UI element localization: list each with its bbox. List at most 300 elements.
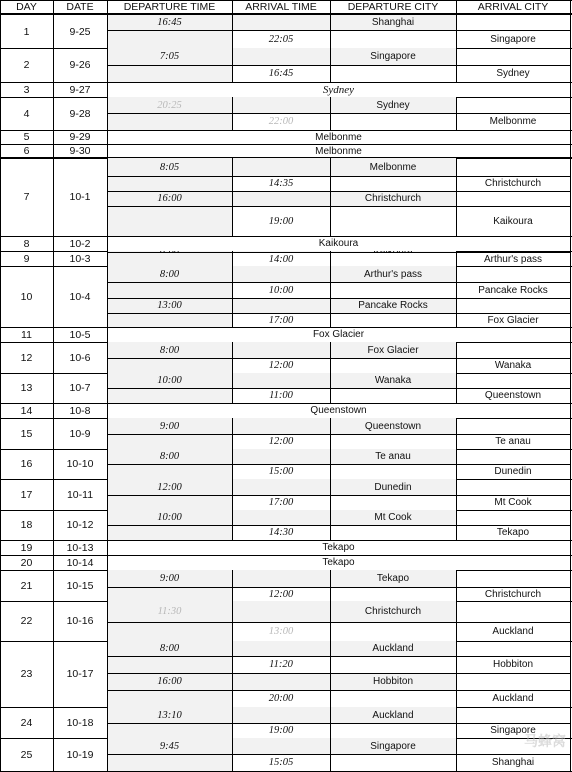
- leg-subrow-divider: [107, 252, 570, 253]
- column-divider: [232, 14, 233, 48]
- leg-subrow-divider: [107, 754, 570, 755]
- arrival-time-blank: [232, 97, 330, 113]
- column-divider: [232, 641, 233, 707]
- day-date: 10-15: [66, 579, 94, 592]
- departure-time-blank: [107, 690, 232, 707]
- departure-time-blank: [107, 176, 232, 191]
- column-divider: [330, 707, 331, 738]
- column-divider: [232, 266, 233, 327]
- arrival-city-blank: [456, 641, 570, 656]
- departure-city: Mt Cook: [330, 510, 456, 525]
- leg-subrow-divider: [107, 176, 570, 177]
- departure-time-blank: [107, 252, 232, 266]
- table-right-border: [570, 0, 571, 771]
- arrival-city-blank: [456, 48, 570, 65]
- departure-city: Fox Glacier: [330, 342, 456, 358]
- departure-time-blank: [107, 656, 232, 673]
- arrival-time: 22:00: [268, 116, 294, 127]
- column-divider: [330, 251, 331, 266]
- arrival-time: 14:30: [268, 527, 294, 538]
- column-divider: [456, 510, 457, 540]
- arrival-city-blank: [456, 373, 570, 388]
- day-number: 16: [20, 458, 33, 470]
- departure-city-blank: [330, 656, 456, 673]
- column-divider: [330, 0, 331, 14]
- departure-time: 11:30: [107, 601, 232, 622]
- arrival-time-blank: [232, 738, 330, 754]
- arrival-city: Mt Cook: [494, 497, 532, 508]
- arrival-city: Shanghai: [491, 757, 535, 768]
- arrival-city: Hobbiton: [492, 659, 534, 670]
- leg-subrow-divider: [107, 690, 570, 691]
- day-header: DAY: [16, 1, 37, 13]
- rest-day-location: Queenstown: [310, 405, 367, 416]
- column-divider: [456, 373, 457, 403]
- leg-subrow-divider: [107, 525, 570, 526]
- departure-city: Singapore: [330, 738, 456, 754]
- arrival-time: 15:05: [268, 757, 294, 768]
- arrival-time-blank: [232, 298, 330, 313]
- departure-time-blank: [107, 282, 232, 298]
- arrival-time-blank: [232, 373, 330, 388]
- column-divider: [330, 601, 331, 641]
- arrival-city-blank: [456, 673, 570, 690]
- column-divider: [456, 97, 457, 130]
- column-divider: [456, 0, 457, 14]
- arrival-time-blank: [232, 418, 330, 434]
- column-divider: [232, 601, 233, 641]
- arrival-time-blank: [232, 641, 330, 656]
- arrival-time-blank: [232, 479, 330, 495]
- rest-day-location: Tekapo: [322, 542, 355, 553]
- rest-day-location: Tekapo: [322, 557, 355, 568]
- column-divider: [456, 570, 457, 601]
- departure-time: 10:00: [107, 510, 232, 525]
- departure-time-blank: [107, 434, 232, 449]
- departure-city-blank: [330, 113, 456, 130]
- day-number: 23: [20, 668, 33, 680]
- departure-time-blank: [107, 113, 232, 130]
- day-number: 21: [20, 579, 33, 592]
- arrival-city: Dunedin: [494, 466, 532, 477]
- day-number: 15: [20, 427, 33, 440]
- column-divider: [330, 266, 331, 327]
- leg-subrow-divider: [107, 464, 570, 465]
- day-date: 9-26: [69, 59, 91, 71]
- arrival-time-blank: [232, 570, 330, 587]
- arrival-city-blank: [456, 601, 570, 622]
- day-date: 10-14: [66, 556, 94, 569]
- departure-city-blank: [330, 464, 456, 479]
- day-number: 24: [20, 716, 33, 729]
- arrival-time-blank: [232, 449, 330, 464]
- arrival-time-blank: [232, 158, 330, 176]
- departure-time-blank: [107, 65, 232, 82]
- departure-city-blank: [330, 525, 456, 540]
- day-number: 17: [20, 488, 33, 501]
- column-divider: [107, 0, 108, 771]
- departure-city-header: DEPARTURE CITY: [347, 1, 439, 13]
- column-divider: [232, 342, 233, 373]
- leg-subrow-divider: [107, 434, 570, 435]
- arrival-city: Auckland: [492, 626, 534, 637]
- arrival-time: 12:00: [268, 436, 294, 447]
- column-divider: [232, 449, 233, 479]
- column-divider: [232, 0, 233, 14]
- day-number: 10: [20, 290, 33, 303]
- column-divider: [232, 158, 233, 236]
- arrival-time: 12:00: [268, 588, 294, 600]
- arrival-time: 15:00: [268, 466, 294, 477]
- arrival-time: 14:35: [268, 178, 294, 189]
- departure-time: 9:45: [107, 738, 232, 754]
- day-date: 9-30: [69, 145, 91, 157]
- leg-subrow-divider: [107, 113, 570, 114]
- column-divider: [232, 97, 233, 130]
- leg-subrow-divider: [107, 282, 570, 283]
- column-divider: [456, 14, 457, 48]
- column-divider: [456, 601, 457, 641]
- departure-city-blank: [330, 388, 456, 403]
- column-divider: [330, 738, 331, 771]
- departure-city: Christchurch: [330, 191, 456, 206]
- day-number: 6: [23, 145, 30, 157]
- day-date: 10-16: [66, 615, 94, 627]
- column-divider: [232, 479, 233, 510]
- day-date: 10-3: [69, 252, 91, 265]
- day-date: 10-18: [66, 716, 94, 729]
- arrival-time-blank: [232, 342, 330, 358]
- leg-subrow-divider: [107, 206, 570, 207]
- departure-city: Melbonme: [330, 158, 456, 176]
- day-date: 10-5: [69, 328, 91, 341]
- arrival-city: Singapore: [490, 725, 536, 736]
- departure-city-blank: [330, 313, 456, 327]
- column-divider: [456, 266, 457, 327]
- arrival-time-header: ARRIVAL TIME: [245, 1, 317, 13]
- departure-city: Queenstown: [330, 418, 456, 434]
- arrival-time-blank: [232, 601, 330, 622]
- departure-time: 9:00: [107, 570, 232, 587]
- arrival-time: 19:00: [268, 725, 294, 736]
- departure-time: 16:00: [107, 673, 232, 690]
- column-divider: [330, 510, 331, 540]
- arrival-time: 22:05: [268, 33, 294, 45]
- column-divider: [330, 342, 331, 373]
- arrival-time-blank: [232, 707, 330, 723]
- leg-divider: [107, 191, 570, 192]
- arrival-city-blank: [456, 298, 570, 313]
- departure-city-blank: [330, 723, 456, 738]
- departure-time: 16:45: [107, 15, 232, 30]
- column-divider: [330, 449, 331, 479]
- arrival-city-blank: [456, 97, 570, 113]
- arrival-time: 10:00: [268, 284, 294, 296]
- departure-time-blank: [107, 464, 232, 479]
- departure-city-blank: [330, 65, 456, 82]
- departure-time: 13:10: [107, 707, 232, 723]
- departure-time-blank: [107, 206, 232, 236]
- arrival-city: Queenstown: [484, 390, 542, 401]
- column-divider: [456, 479, 457, 510]
- column-divider: [330, 14, 331, 48]
- day-number: 20: [20, 556, 33, 569]
- day-date: 9-29: [69, 131, 91, 143]
- column-divider: [232, 738, 233, 771]
- day-date: 10-9: [69, 427, 91, 440]
- leg-subrow-divider: [107, 622, 570, 623]
- arrival-time-blank: [232, 510, 330, 525]
- arrival-time-blank: [232, 266, 330, 282]
- column-divider: [330, 97, 331, 130]
- departure-time: 20:25: [107, 97, 232, 113]
- departure-city-blank: [330, 358, 456, 373]
- arrival-time-blank: [232, 15, 330, 30]
- day-date: 10-10: [66, 458, 94, 470]
- departure-time-blank: [107, 622, 232, 641]
- arrival-time: 14:00: [268, 253, 294, 265]
- arrival-city: Arthur's pass: [483, 253, 543, 265]
- departure-city-blank: [330, 206, 456, 236]
- departure-time-blank: [107, 313, 232, 327]
- column-divider: [330, 373, 331, 403]
- arrival-city: Pancake Rocks: [478, 284, 548, 296]
- day-number: 11: [21, 328, 32, 341]
- day-number: 1: [23, 25, 30, 38]
- departure-time: 16:00: [107, 191, 232, 206]
- leg-subrow-divider: [107, 313, 570, 314]
- column-divider: [456, 738, 457, 771]
- day-date: 9-25: [69, 25, 91, 38]
- arrival-city: Tekapo: [496, 527, 530, 538]
- day-date: 10-12: [66, 519, 94, 531]
- leg-subrow-divider: [107, 388, 570, 389]
- arrival-time-blank: [232, 191, 330, 206]
- column-divider: [330, 48, 331, 82]
- departure-city-blank: [330, 587, 456, 601]
- arrival-time: 12:00: [268, 360, 294, 371]
- column-divider: [232, 418, 233, 449]
- column-divider: [53, 0, 54, 771]
- column-divider: [456, 418, 457, 449]
- departure-city-blank: [330, 30, 456, 48]
- column-divider: [456, 641, 457, 707]
- day-number: 5: [23, 131, 30, 143]
- arrival-city-blank: [456, 418, 570, 434]
- leg-subrow-divider: [107, 587, 570, 588]
- departure-city: Shanghai: [330, 15, 456, 30]
- departure-time: 9:00: [107, 418, 232, 434]
- day-date: 10-19: [66, 748, 94, 761]
- arrival-city: Fox Glacier: [487, 314, 539, 326]
- leg-subrow-divider: [107, 495, 570, 496]
- column-divider: [456, 251, 457, 266]
- departure-city-blank: [330, 434, 456, 449]
- column-divider: [456, 707, 457, 738]
- column-divider: [330, 158, 331, 236]
- day-number: 9: [23, 252, 30, 265]
- day-date: 10-17: [66, 668, 94, 680]
- arrival-city: Te anau: [495, 436, 531, 447]
- table-top-border: [0, 0, 572, 1]
- arrival-city-blank: [456, 449, 570, 464]
- arrival-time: 13:00: [268, 626, 294, 637]
- leg-subrow-divider: [107, 65, 570, 66]
- column-divider: [232, 373, 233, 403]
- day-number: 18: [20, 519, 33, 531]
- day-date: 10-13: [66, 541, 94, 554]
- rest-day-location: Sydney: [322, 83, 355, 96]
- departure-time: 8:05: [107, 158, 232, 176]
- arrival-city-blank: [456, 191, 570, 206]
- arrival-city: Auckland: [492, 693, 534, 704]
- column-divider: [232, 251, 233, 266]
- arrival-city-header: ARRIVAL CITY: [477, 1, 549, 13]
- leg-divider: [107, 298, 570, 299]
- departure-city: Auckland: [330, 641, 456, 656]
- departure-time: 8:00: [107, 449, 232, 464]
- leg-subrow-divider: [107, 656, 570, 657]
- departure-city-blank: [330, 282, 456, 298]
- arrival-city: Christchurch: [484, 178, 542, 189]
- column-divider: [232, 707, 233, 738]
- day-number: 4: [23, 107, 30, 120]
- departure-city-blank: [330, 690, 456, 707]
- arrival-city-blank: [456, 479, 570, 495]
- departure-city: Auckland: [330, 707, 456, 723]
- departure-city-blank: [330, 754, 456, 771]
- day-date: 9-27: [69, 83, 91, 96]
- arrival-city-blank: [456, 266, 570, 282]
- arrival-time-blank: [232, 673, 330, 690]
- day-number: 2: [23, 59, 30, 71]
- arrival-city-blank: [456, 707, 570, 723]
- day-number: 13: [20, 382, 33, 394]
- departure-time-header: DEPARTURE TIME: [123, 1, 216, 13]
- departure-city: Te anau: [330, 449, 456, 464]
- day-number: 22: [20, 615, 33, 627]
- departure-city: Arthur's pass: [330, 266, 456, 282]
- day-date: 9-28: [69, 107, 91, 120]
- arrival-time: 20:00: [268, 693, 294, 704]
- date-header: DATE: [66, 1, 94, 13]
- departure-time-blank: [107, 723, 232, 738]
- arrival-city: Singapore: [490, 33, 536, 45]
- day-number: 25: [20, 748, 33, 761]
- departure-time: 8:00: [107, 266, 232, 282]
- column-divider: [456, 48, 457, 82]
- leg-subrow-divider: [107, 723, 570, 724]
- arrival-city: Sydney: [496, 68, 530, 79]
- rest-day-location: Melbonme: [315, 145, 362, 157]
- departure-time: 7:05: [107, 48, 232, 65]
- arrival-city-blank: [456, 15, 570, 30]
- arrival-time: 17:00: [268, 497, 294, 508]
- leg-divider: [107, 673, 570, 674]
- column-divider: [330, 641, 331, 707]
- departure-time-blank: [107, 525, 232, 540]
- departure-city: Singapore: [330, 48, 456, 65]
- day-date: 10-6: [69, 351, 91, 364]
- arrival-time: 11:20: [269, 659, 293, 670]
- departure-time-blank: [107, 30, 232, 48]
- day-number: 3: [23, 83, 30, 96]
- arrival-city: Kaikoura: [493, 215, 533, 227]
- day-date: 10-7: [69, 382, 91, 394]
- departure-city: Hobbiton: [330, 673, 456, 690]
- arrival-city: Melbonme: [489, 116, 537, 127]
- departure-city: Tekapo: [330, 570, 456, 587]
- departure-city-blank: [330, 622, 456, 641]
- departure-time-blank: [107, 358, 232, 373]
- departure-city: Dunedin: [330, 479, 456, 495]
- departure-time: 10:00: [107, 373, 232, 388]
- departure-time: 13:00: [107, 298, 232, 313]
- column-divider: [330, 570, 331, 601]
- arrival-time: 11:00: [269, 390, 293, 401]
- day-number: 8: [23, 237, 30, 250]
- day-number: 19: [20, 541, 33, 554]
- departure-city: Pancake Rocks: [330, 298, 456, 313]
- departure-time-blank: [107, 495, 232, 510]
- arrival-city-blank: [456, 510, 570, 525]
- arrival-city-blank: [456, 570, 570, 587]
- column-divider: [232, 48, 233, 82]
- departure-time-blank: [107, 587, 232, 601]
- departure-city-blank: [330, 252, 456, 266]
- departure-time: 8:00: [107, 641, 232, 656]
- departure-time-blank: [107, 388, 232, 403]
- day-date: 10-1: [69, 191, 91, 203]
- departure-time-blank: [107, 754, 232, 771]
- departure-city: Christchurch: [330, 601, 456, 622]
- arrival-time: 16:45: [268, 68, 294, 79]
- arrival-city: Wanaka: [494, 360, 532, 371]
- departure-city: Sydney: [330, 97, 456, 113]
- leg-subrow-divider: [107, 30, 570, 31]
- rest-day-location: Melbonme: [315, 131, 362, 143]
- day-number: 14: [20, 404, 33, 417]
- day-date: 10-11: [66, 488, 94, 501]
- rest-day-location: Kaikoura: [318, 238, 359, 249]
- departure-time: 12:00: [107, 479, 232, 495]
- column-divider: [456, 342, 457, 373]
- column-divider: [456, 158, 457, 236]
- column-divider: [232, 570, 233, 601]
- arrival-time: 17:00: [268, 314, 294, 326]
- arrival-time: 19:00: [268, 215, 294, 227]
- table-left-border: [0, 0, 1, 771]
- departure-city: Wanaka: [330, 373, 456, 388]
- arrival-city: Christchurch: [484, 588, 542, 600]
- watermark-logo: 马蜂窝: [524, 734, 566, 750]
- day-date: 10-4: [69, 290, 91, 303]
- column-divider: [330, 479, 331, 510]
- arrival-city-blank: [456, 158, 570, 176]
- column-divider: [330, 418, 331, 449]
- departure-city-blank: [330, 495, 456, 510]
- day-number: 12: [20, 351, 33, 364]
- rest-day-location: Fox Glacier: [312, 329, 365, 340]
- column-divider: [232, 510, 233, 540]
- departure-city-blank: [330, 176, 456, 191]
- day-date: 10-8: [69, 404, 91, 417]
- leg-subrow-divider: [107, 358, 570, 359]
- departure-time: 8:00: [107, 342, 232, 358]
- arrival-time-blank: [232, 48, 330, 65]
- column-divider: [456, 449, 457, 479]
- day-date: 10-2: [69, 237, 91, 250]
